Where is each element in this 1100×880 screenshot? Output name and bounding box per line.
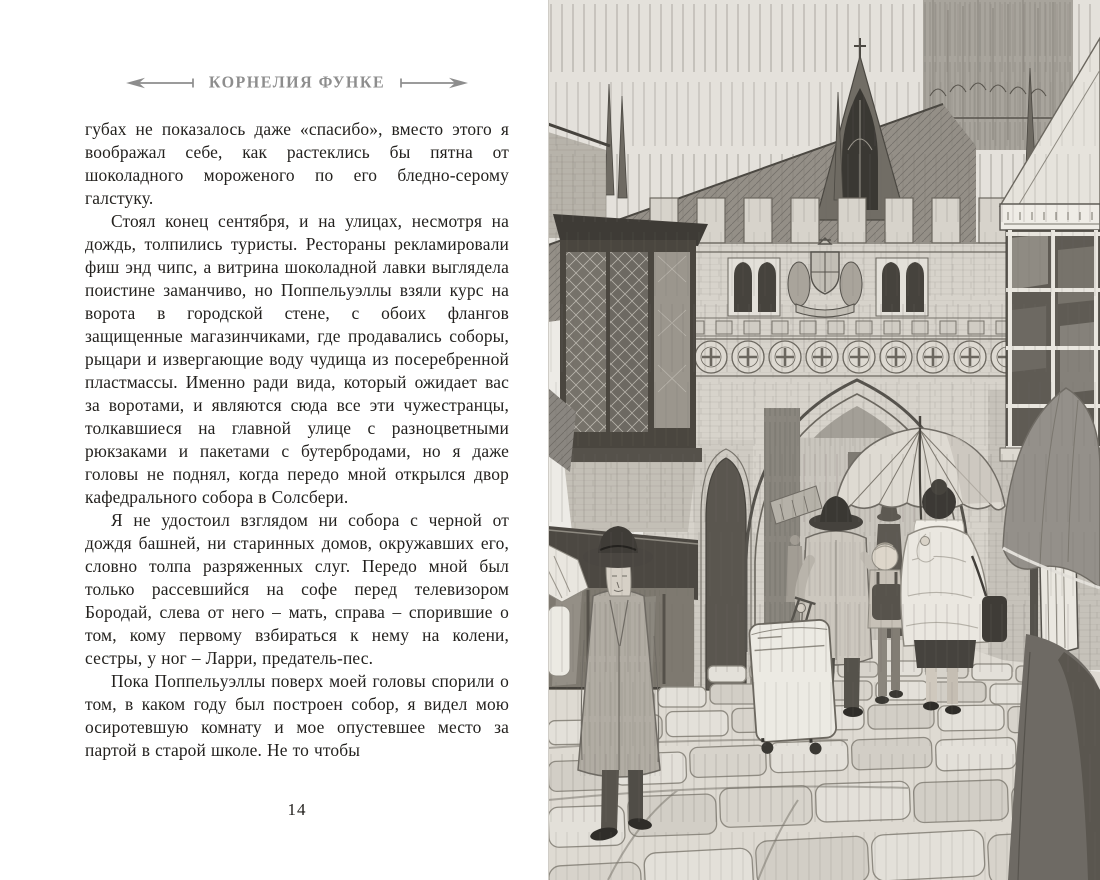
paragraph: губах не показалось даже «спасибо», вместо этого я воображал себе, как растеклись бы пятна от шоколадного мороженого по его бледно-серому галстуку. — [85, 119, 509, 208]
header-ornament-left-arrow-icon — [126, 77, 196, 89]
header-ornament-right-arrow-icon — [398, 77, 468, 89]
paragraph: Я не удостоил взглядом ни собора с черной от дождя башней, ни старинных домов, окружавших его, словно толпа разряженных слуг. Передо мной был только рассевшийся на софе перед телевизором Бородай, слева от него – мать, справа – спорившие о том, кому первому взбираться к нему на колени, сестры, у ног – Ларри, предатель-пес. — [85, 510, 509, 668]
illustration-svg — [548, 0, 1100, 880]
body-text — [85, 118, 509, 762]
running-head — [85, 74, 509, 92]
page-number: 14 — [287, 800, 307, 819]
rain-overlay — [548, 0, 1100, 880]
running-head-text: КОРНЕЛИЯ ФУНКЕ — [208, 73, 386, 92]
paragraph: Стоял конец сентября, и на улицах, несмотря на дождь, толпились туристы. Рестораны рекламировали фиш энд чипс, а витрина шоколадной лавки выглядела поистине заманчиво, но Поппельуэллы взяли курс на ворота в городской стене, с обоих флангов защищенные магазинчиками, где продавались соборы, рыцари и извергающие воду чудища из посеребренной пластмассы. Именно ради вида, который ожидает вас за воротами, и являются сюда все эти чужестранцы, толкавшиеся на главной улице с разноцветными рюкзаками и пакетами с бутербродами, но я даже головы не поднял, когда передо мной открылся двор кафедрального собора в Солсбери. — [85, 211, 509, 507]
paragraph: Пока Поппельуэллы поверх моей головы спорили о том, в каком году был построен собор, я видел мою осиротевшую комнату и мое опустевшее место за партой в старой школе. Не то чтобы — [85, 671, 509, 760]
book-illustration — [548, 0, 1100, 880]
